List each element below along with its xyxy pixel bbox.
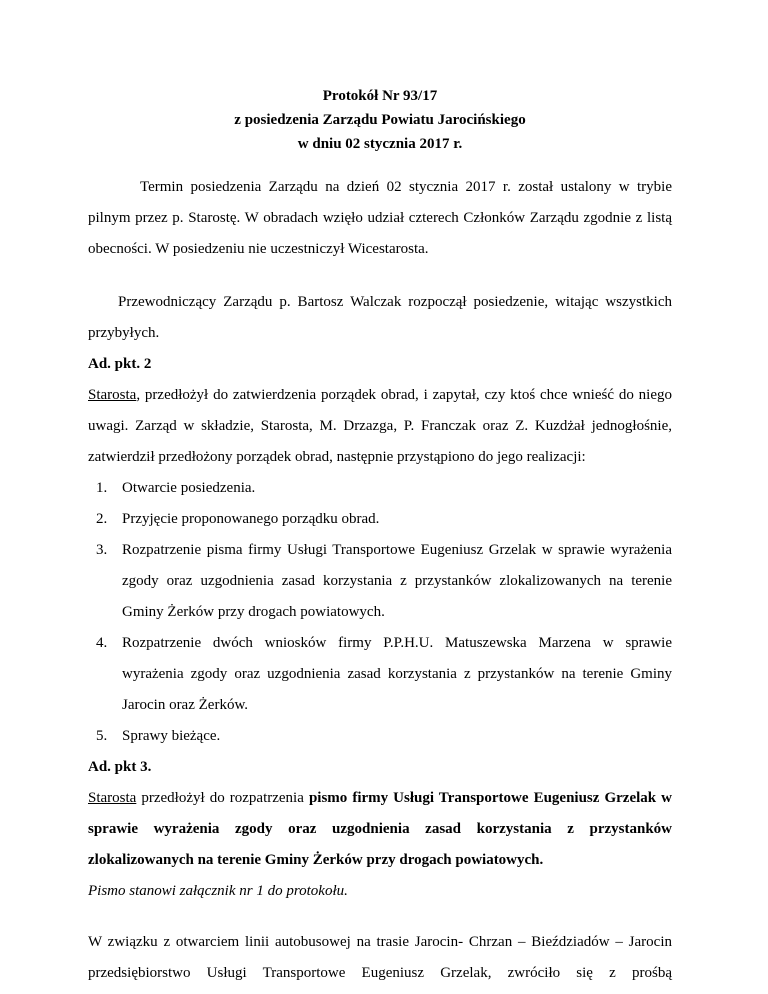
- list-item-text: Przyjęcie proponowanego porządku obrad.: [122, 511, 380, 527]
- starosta-underlined: Starosta: [88, 790, 137, 806]
- list-item-number: 3.: [96, 542, 108, 558]
- intro-paragraph: Termin posiedzenia Zarządu na dzień 02 stycznia 2017 r. został ustalony w trybie pilnym przez p. Starostę. W obradach wzięło udział czterech Członków Zarządu zgodnie z listą obecności. W posiedzeniu nie uczestniczył Wicestarosta.: [88, 179, 672, 257]
- section-2-heading: Ad. pkt. 2: [88, 356, 152, 372]
- section-2-text: , przedłożył do zatwierdzenia porządek obrad, i zapytał, czy ktoś chce wnieść do niego uwagi. Zarząd w składzie, Starosta, M. Drzazga, P. Franczak oraz Z. Kuzdżał jednogłośnie, zatwierdził przedłożony porządek obrad, następnie przystąpiono do jego realizacji:: [88, 387, 672, 465]
- list-item: [88, 721, 672, 752]
- section-3-text: przedłożył do rozpatrzenia: [136, 790, 309, 806]
- document-page: [88, 84, 672, 989]
- meeting-date: w dniu 02 stycznia 2017 r.: [297, 136, 463, 152]
- list-item-number: 5.: [96, 728, 108, 744]
- protocol-number: Protokół Nr 93/17: [322, 88, 438, 104]
- list-item: [88, 535, 672, 628]
- meeting-title: z posiedzenia Zarządu Powiatu Jarocińskiego: [234, 112, 526, 128]
- opening-paragraph: Przewodniczący Zarządu p. Bartosz Walczak rozpoczął posiedzenie, witając wszystkich przybyłych.: [88, 294, 672, 341]
- list-item-text: Rozpatrzenie pisma firmy Usługi Transportowe Eugeniusz Grzelak w sprawie wyrażenia zgody oraz uzgodnienia zasad korzystania z przystanków zlokalizowanych na terenie Gminy Żerków przy drogach powiatowych.: [122, 542, 672, 620]
- attachment-note: Pismo stanowi załącznik nr 1 do protokołu.: [88, 883, 348, 899]
- section-3-paragraph: [88, 783, 672, 876]
- list-item: [88, 628, 672, 721]
- closing-paragraph: W związku z otwarciem linii autobusowej na trasie Jarocin- Chrzan – Bieździadów – Jarocin przedsiębiorstwo Usługi Transportowe Eugeniusz Grzelak, zwróciło się z prośbą: [88, 934, 672, 981]
- section-2-paragraph: [88, 380, 672, 473]
- list-item-text: Rozpatrzenie dwóch wniosków firmy P.P.H.U. Matuszewska Marzena w sprawie wyrażenia zgody oraz uzgodnienia zasad korzystania z przystanków na terenie Gminy Jarocin oraz Żerków.: [122, 635, 672, 713]
- list-item: [88, 473, 672, 504]
- document-header: [88, 84, 672, 156]
- list-item-number: 2.: [96, 511, 108, 527]
- agenda-list: [88, 473, 672, 752]
- list-item-number: 4.: [96, 635, 108, 651]
- section-3-heading: Ad. pkt 3.: [88, 759, 152, 775]
- section-3-bold-text: pismo firmy Usługi Transportowe Eugeniusz Grzelak w sprawie wyrażenia zgody oraz uzgodnienia zasad korzystania z przystanków zlokalizowanych na terenie Gminy Żerków przy drogach powiatowych.: [88, 790, 672, 868]
- starosta-underlined: Starosta: [88, 387, 137, 403]
- list-item-text: Sprawy bieżące.: [122, 728, 221, 744]
- list-item-text: Otwarcie posiedzenia.: [122, 480, 256, 496]
- list-item-number: 1.: [96, 480, 108, 496]
- list-item: [88, 504, 672, 535]
